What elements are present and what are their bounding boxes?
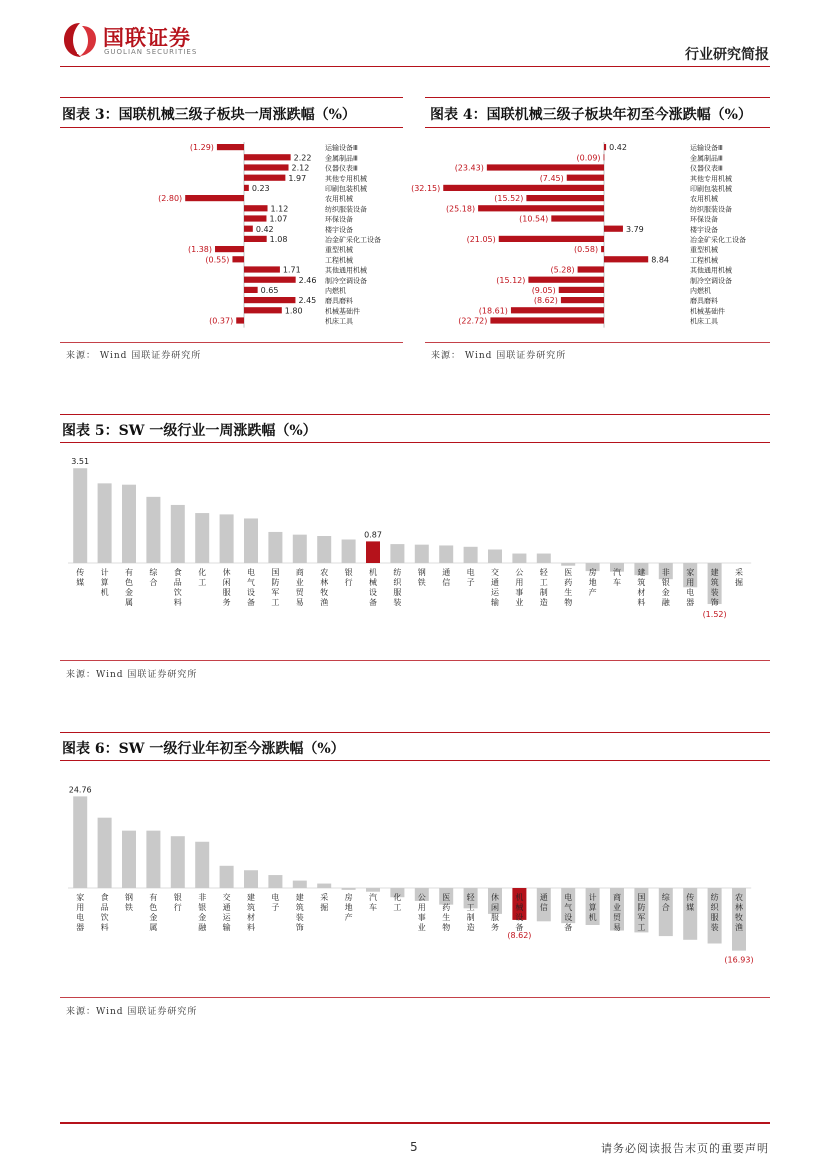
fig5-category-label: 轻工制造	[539, 568, 548, 607]
fig3-category-label: 重型机械	[325, 246, 353, 255]
fig4-title: 图表 4：国联机械三级子板块年初至今涨跌幅（%）	[430, 107, 752, 123]
fig5-category-label: 商业贸易	[295, 568, 304, 607]
fig4-bottom-rule	[425, 342, 770, 343]
fig6-category-label: 非银金融	[198, 893, 207, 932]
fig3-category-label: 农用机械	[325, 195, 353, 204]
fig4-category-label: 金属制品Ⅲ	[690, 154, 723, 163]
guolian-logo-icon	[60, 20, 100, 60]
fig5-category-label: 交通运输	[491, 568, 499, 607]
fig4-value-label: (10.54)	[519, 214, 549, 224]
fig4-bar	[499, 236, 604, 242]
fig4-category-label: 内燃机	[690, 287, 711, 295]
fig5-category-label: 机械设备	[369, 568, 377, 607]
fig6-bar	[73, 796, 87, 888]
fig3-value-label: (0.37)	[209, 316, 234, 326]
fig4-bar	[559, 287, 604, 293]
fig3-title: 图表 3：国联机械三级子板块一周涨跌幅（%）	[62, 107, 356, 123]
fig4-value-label: (18.61)	[478, 306, 508, 316]
fig5-bar	[464, 547, 478, 563]
fig5-bar	[342, 540, 356, 563]
fig4-category-label: 磨具磨料	[690, 297, 718, 306]
fig6-category-label: 银行	[173, 893, 182, 912]
fig4-category-label: 运输设备Ⅲ	[690, 144, 723, 153]
fig3-bar	[185, 195, 244, 201]
fig6-category-label: 汽车	[369, 893, 377, 912]
fig3-value-label: 1.07	[269, 214, 288, 224]
fig5-bar	[537, 554, 551, 563]
fig5-category-label: 电气设备	[247, 568, 255, 607]
fig5-category-label: 电子	[466, 568, 475, 587]
fig3-top-rule	[60, 97, 403, 98]
fig6-bottom-rule	[60, 997, 770, 998]
fig6-value-label-highlight: (8.62)	[507, 931, 532, 940]
fig4-value-label: (0.58)	[574, 245, 599, 255]
fig3-chart	[60, 138, 403, 338]
fig5-category-label: 公用事业	[515, 568, 524, 607]
fig4-bar	[604, 226, 623, 232]
fig4-category-label: 农用机械	[690, 195, 718, 204]
fig6-category-label: 休闲服务	[491, 893, 499, 932]
fig4-value-label: (23.43)	[454, 163, 484, 173]
fig6-category-label: 纺织服装	[710, 893, 719, 932]
fig3-bar	[244, 277, 296, 283]
fig3-bar	[244, 307, 282, 313]
fig3-category-label: 工程机械	[325, 256, 353, 265]
fig5-bar	[415, 545, 429, 563]
fig4-value-label: (8.62)	[533, 296, 558, 306]
fig4-category-label: 机械基础件	[690, 307, 725, 316]
fig6-category-label: 家用电器	[76, 893, 85, 932]
fig6-category-label: 采掘	[320, 893, 329, 912]
fig3-value-label: 2.46	[298, 275, 317, 285]
fig6-value-label-last: (16.93)	[724, 955, 754, 965]
fig3-value-label: 1.71	[282, 265, 301, 275]
fig4-top-rule	[425, 97, 770, 98]
fig4-bar	[487, 164, 604, 170]
fig6-chart	[60, 770, 770, 970]
fig5-bar	[366, 541, 380, 563]
fig3-bottom-rule	[60, 342, 403, 343]
fig6-bar	[268, 875, 282, 888]
fig5-category-label: 综合	[149, 568, 158, 587]
fig4-bar	[561, 297, 604, 303]
fig3-category-label: 金属制品Ⅲ	[325, 154, 358, 163]
fig3-value-label: (2.80)	[158, 194, 183, 204]
fig6-category-label: 公用事业	[417, 893, 426, 932]
fig4-category-label: 楼宇设备	[690, 225, 718, 234]
fig6-category-label: 机械设备	[515, 893, 524, 932]
fig5-bottom-rule	[60, 660, 770, 661]
fig5-category-label: 非银金融	[661, 568, 670, 607]
fig5-bar	[390, 544, 404, 563]
fig3-bar	[236, 317, 244, 323]
fig3-category-label: 其他通用机械	[325, 266, 367, 275]
fig3-category-label: 印刷包装机械	[325, 185, 367, 193]
fig3-bar	[215, 246, 244, 252]
fig5-bar	[146, 497, 160, 563]
fig3-value-label: 1.12	[270, 204, 289, 214]
fig3-bar	[244, 164, 289, 170]
fig3-category-label: 内燃机	[325, 287, 346, 295]
fig5-category-label: 建筑装饰	[710, 568, 719, 607]
fig3-bar	[244, 297, 295, 303]
fig3-value-label: (1.29)	[189, 143, 214, 153]
fig4-bar	[604, 154, 605, 160]
fig5-chart	[60, 448, 770, 648]
fig5-top-rule	[60, 414, 770, 415]
fig3-category-label: 制冷空调设备	[325, 276, 367, 285]
fig3-value-label: 1.08	[269, 235, 288, 244]
fig4-value-label: (0.09)	[576, 153, 601, 163]
fig3-source: 来源： Wind 国联证券研究所	[66, 351, 202, 361]
fig4-value-label: 3.79	[625, 224, 644, 234]
fig5-category-label: 医药生物	[564, 568, 573, 607]
fig3-value-label: 2.45	[298, 296, 317, 306]
fig5-title-rule	[60, 442, 770, 443]
fig6-category-label: 通信	[539, 893, 548, 912]
fig4-value-label: (32.15)	[411, 184, 441, 193]
fig6-top-rule	[60, 732, 770, 733]
fig4-bar	[578, 266, 604, 272]
fig6-bar	[171, 836, 185, 888]
fig3-category-label: 仪器仪表Ⅲ	[325, 164, 358, 173]
fig3-bar	[244, 185, 249, 191]
fig4-category-label: 制冷空调设备	[690, 276, 732, 285]
fig4-bar	[567, 175, 604, 181]
fig4-bar	[551, 215, 604, 221]
fig3-bar	[244, 205, 268, 211]
fig3-bar	[244, 154, 291, 160]
fig5-category-label: 国防军工	[271, 568, 280, 607]
fig3-title-rule	[60, 127, 403, 128]
fig4-bar	[604, 256, 648, 262]
fig4-bar	[511, 307, 604, 313]
fig5-bar	[171, 505, 185, 563]
fig5-bar	[220, 514, 234, 563]
footer-divider	[60, 1122, 770, 1124]
fig6-value-label-first: 24.76	[68, 785, 92, 795]
fig3-category-label: 运输设备Ⅲ	[325, 144, 358, 153]
fig4-value-label: (9.05)	[531, 286, 556, 295]
fig4-chart	[411, 138, 770, 338]
fig5-bar	[98, 483, 112, 563]
fig3-bar	[217, 144, 244, 150]
fig3-value-label: 1.80	[284, 306, 303, 316]
fig6-category-label: 交通运输	[222, 893, 231, 932]
fig3-category-label: 机械基础件	[325, 307, 360, 316]
fig6-bar	[366, 888, 380, 892]
fig5-category-label: 汽车	[613, 568, 621, 587]
fig4-value-label: 8.84	[651, 255, 670, 265]
fig6-category-label: 商业贸易	[613, 893, 621, 932]
fig4-category-label: 机床工具	[690, 317, 718, 326]
fig5-category-label: 有色金属	[125, 568, 133, 607]
fig3-value-label: (0.55)	[205, 255, 230, 265]
fig5-bar	[561, 563, 575, 566]
fig6-category-label: 建筑材料	[247, 893, 255, 932]
fig4-title-rule	[425, 127, 770, 128]
fig3-bar	[244, 236, 267, 242]
fig6-bar	[195, 842, 209, 888]
fig5-bar	[122, 485, 136, 563]
fig4-category-label: 工程机械	[690, 256, 718, 265]
fig5-category-label: 采掘	[735, 568, 743, 587]
fig3-category-label: 机床工具	[325, 317, 353, 326]
fig5-bar	[268, 532, 282, 563]
fig4-category-label: 环保设备	[690, 215, 718, 224]
fig5-category-label: 农林牧渔	[320, 568, 329, 607]
fig6-category-label: 传媒	[686, 893, 695, 912]
fig5-category-label: 纺织服装	[393, 568, 402, 607]
fig3-category-label: 纺织服装设备	[325, 205, 367, 214]
fig4-bar	[604, 144, 606, 150]
logo-name-cn: 国联证券	[103, 26, 191, 50]
fig5-category-label: 通信	[442, 568, 451, 587]
fig4-value-label: (21.05)	[466, 235, 496, 244]
fig5-source: 来源：Wind 国联证券研究所	[66, 670, 198, 680]
fig4-bar	[601, 246, 604, 252]
fig5-bar	[317, 536, 331, 563]
fig3-value-label: 0.23	[251, 184, 270, 193]
fig6-category-label: 电子	[271, 893, 280, 912]
fig5-bar	[488, 550, 502, 564]
fig6-bar	[293, 881, 307, 888]
fig5-category-label: 钢铁	[417, 568, 426, 587]
fig6-category-label: 电气设备	[564, 893, 573, 932]
fig6-bar	[122, 831, 136, 888]
fig3-bar	[244, 226, 253, 232]
fig6-category-label: 计算机	[588, 893, 597, 922]
fig6-category-label: 食品饮料	[100, 893, 109, 932]
fig4-bar	[490, 317, 604, 323]
fig5-value-label-last: (1.52)	[702, 610, 727, 619]
fig5-bar	[195, 513, 209, 563]
fig3-category-label: 楼宇设备	[325, 225, 353, 234]
fig5-bar	[439, 545, 453, 563]
disclaimer-note: 请务必阅读报告末页的重要声明	[601, 1142, 769, 1155]
fig3-value-label: 0.65	[260, 286, 279, 295]
fig5-category-label: 建筑材料	[637, 568, 646, 607]
fig3-value-label: 0.42	[255, 224, 274, 234]
logo-name-en: GUOLIAN SECURITIES	[104, 48, 198, 56]
fig3-bar	[244, 266, 280, 272]
fig6-source: 来源：Wind 国联证券研究所	[66, 1007, 198, 1017]
fig5-bar	[293, 535, 307, 563]
header-divider	[60, 66, 770, 67]
fig3-bar	[232, 256, 244, 262]
fig5-category-label: 计算机	[100, 568, 109, 597]
fig6-category-label: 化工	[393, 893, 402, 912]
fig4-value-label: (22.72)	[458, 316, 488, 326]
fig3-category-label: 磨具磨料	[325, 297, 353, 306]
fig5-value-label-first: 3.51	[71, 457, 90, 467]
fig6-category-label: 房地产	[344, 893, 353, 922]
fig4-category-label: 仪器仪表Ⅲ	[690, 164, 723, 173]
fig6-bar	[244, 870, 258, 888]
fig5-category-label: 食品饮料	[173, 568, 182, 607]
fig4-value-label: 0.42	[609, 143, 627, 153]
fig4-category-label: 纺织服装设备	[690, 205, 732, 214]
fig6-title-rule	[60, 760, 770, 761]
fig4-category-label: 其他通用机械	[690, 266, 732, 275]
fig6-bar	[317, 884, 331, 888]
fig5-category-label: 银行	[344, 568, 353, 587]
fig5-title: 图表 5：SW 一级行业一周涨跌幅（%）	[62, 423, 317, 439]
fig5-value-label-highlight: 0.87	[364, 530, 382, 540]
fig3-category-label: 其他专用机械	[325, 174, 367, 183]
fig4-value-label: (7.45)	[539, 173, 564, 183]
fig4-bar	[478, 205, 604, 211]
fig4-value-label: (15.52)	[494, 194, 524, 204]
fig4-category-label: 重型机械	[690, 246, 718, 255]
fig5-category-label: 家用电器	[686, 568, 695, 607]
fig4-category-label: 印刷包装机械	[690, 185, 732, 193]
fig3-bar	[244, 175, 285, 181]
fig6-category-label: 医药生物	[442, 893, 451, 932]
fig3-bar	[244, 287, 258, 293]
fig6-category-label: 钢铁	[125, 893, 133, 912]
fig4-bar	[443, 185, 604, 191]
fig6-category-label: 建筑装饰	[295, 893, 304, 932]
fig5-bar	[244, 518, 258, 563]
fig6-category-label: 农林牧渔	[735, 893, 743, 932]
fig6-category-label: 有色金属	[149, 893, 158, 932]
page-number: 5	[410, 1140, 418, 1154]
fig4-value-label: (25.18)	[445, 204, 476, 214]
fig3-category-label: 冶金矿采化工设备	[325, 236, 381, 244]
fig5-category-label: 房地产	[588, 568, 597, 597]
fig3-bar	[244, 215, 266, 221]
fig6-category-label: 轻工制造	[466, 893, 475, 932]
fig5-bar	[512, 554, 526, 563]
fig3-category-label: 环保设备	[325, 215, 353, 224]
fig6-bar	[146, 831, 160, 888]
fig6-title: 图表 6：SW 一级行业年初至今涨跌幅（%）	[62, 741, 345, 757]
fig3-value-label: 1.97	[288, 173, 307, 183]
fig4-category-label: 其他专用机械	[690, 174, 732, 183]
fig4-bar	[528, 277, 604, 283]
fig3-value-label: (1.38)	[187, 245, 213, 255]
fig6-bar	[98, 818, 112, 888]
fig5-category-label: 化工	[198, 568, 207, 587]
fig4-bar	[526, 195, 604, 201]
fig6-category-label: 综合	[661, 893, 670, 912]
fig6-category-label: 国防军工	[637, 893, 646, 932]
fig3-value-label: 2.12	[291, 163, 310, 173]
fig6-bar	[342, 888, 356, 890]
fig4-value-label: (15.12)	[496, 275, 526, 285]
fig5-category-label: 传媒	[76, 568, 85, 587]
fig4-category-label: 冶金矿采化工设备	[690, 236, 746, 244]
report-type: 行业研究简报	[685, 47, 769, 63]
fig5-bar	[73, 468, 87, 563]
fig5-category-label: 休闲服务	[222, 568, 231, 607]
fig3-value-label: 2.22	[293, 153, 312, 163]
fig6-bar	[220, 866, 234, 888]
fig4-source: 来源： Wind 国联证券研究所	[431, 351, 567, 361]
fig4-value-label: (5.28)	[550, 265, 575, 275]
